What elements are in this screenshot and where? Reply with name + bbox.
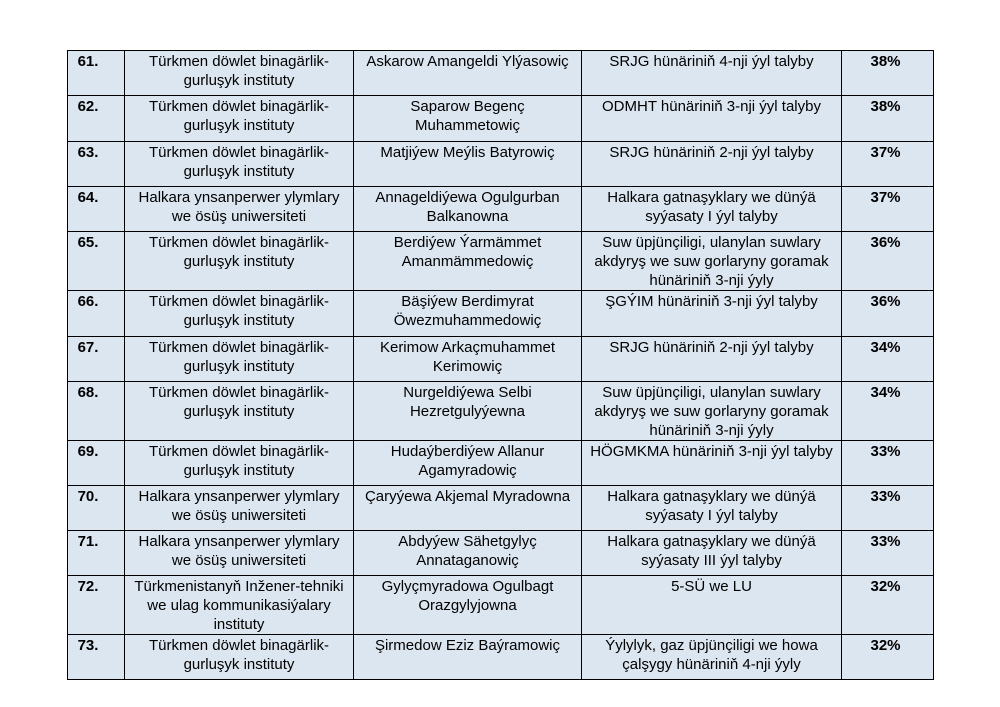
- table-row: [68, 441, 934, 486]
- row-number: 72.: [68, 576, 125, 635]
- row-number: 69.: [68, 441, 125, 486]
- table-row: [68, 635, 934, 680]
- course-cell: Suw üpjünçiligi, ulanylan suwlary akdyryş we suw gorlaryny goramak hünäriniň 3-nji ýyly: [582, 232, 842, 291]
- percent-cell: 38%: [842, 96, 934, 142]
- row-number: 63.: [68, 142, 125, 187]
- institution-cell: Türkmen döwlet binagärlik-gurluşyk instituty: [125, 441, 354, 486]
- student-name-cell: Saparow Begenç Muhammetowiç: [354, 96, 582, 142]
- student-name-cell: Abdyýew Sähetgylyç Annataganowiç: [354, 531, 582, 576]
- course-cell: SRJG hünäriniň 2-nji ýyl talyby: [582, 337, 842, 382]
- course-cell: ŞGÝIM hünäriniň 3-nji ýyl talyby: [582, 291, 842, 337]
- percent-cell: 36%: [842, 232, 934, 291]
- row-number: 65.: [68, 232, 125, 291]
- institution-cell: Türkmen döwlet binagärlik-gurluşyk instituty: [125, 51, 354, 96]
- student-name-cell: Hudaýberdiýew Allanur Agamyradowiç: [354, 441, 582, 486]
- table-row: [68, 51, 934, 96]
- student-name-cell: Annageldiýewa Ogulgurban Balkanowna: [354, 187, 582, 232]
- course-cell: Halkara gatnaşyklary we dünýä syýasaty III ýyl talyby: [582, 531, 842, 576]
- percent-cell: 33%: [842, 441, 934, 486]
- row-number: 73.: [68, 635, 125, 680]
- student-name-cell: Nurgeldiýewa Selbi Hezretgulyýewna: [354, 382, 582, 441]
- course-cell: Halkara gatnaşyklary we dünýä syýasaty I ýyl talyby: [582, 486, 842, 531]
- course-cell: Ýylylyk, gaz üpjünçiligi we howa çalşygy hünäriniň 4-nji ýyly: [582, 635, 842, 680]
- institution-cell: Türkmen döwlet binagärlik-gurluşyk instituty: [125, 142, 354, 187]
- table-row: [68, 486, 934, 531]
- course-cell: ODMHT hünäriniň 3-nji ýyl talyby: [582, 96, 842, 142]
- course-cell: SRJG hünäriniň 4-nji ýyl talyby: [582, 51, 842, 96]
- table-row: [68, 187, 934, 232]
- percent-cell: 32%: [842, 635, 934, 680]
- percent-cell: 32%: [842, 576, 934, 635]
- row-number: 66.: [68, 291, 125, 337]
- student-name-cell: Bäşiýew Berdimyrat Öwezmuhammedowiç: [354, 291, 582, 337]
- student-name-cell: Kerimow Arkaçmuhammet Kerimowiç: [354, 337, 582, 382]
- table-row: [68, 142, 934, 187]
- student-name-cell: Matjiýew Meýlis Batyrowiç: [354, 142, 582, 187]
- table-row: [68, 232, 934, 291]
- row-number: 68.: [68, 382, 125, 441]
- student-name-cell: Çaryýewa Akjemal Myradowna: [354, 486, 582, 531]
- course-cell: Halkara gatnaşyklary we dünýä syýasaty I ýyl talyby: [582, 187, 842, 232]
- institution-cell: Türkmen döwlet binagärlik-gurluşyk instituty: [125, 382, 354, 441]
- row-number: 71.: [68, 531, 125, 576]
- student-name-cell: Gylyçmyradowa Ogulbagt Orazgylyjowna: [354, 576, 582, 635]
- course-cell: SRJG hünäriniň 2-nji ýyl talyby: [582, 142, 842, 187]
- row-number: 61.: [68, 51, 125, 96]
- percent-cell: 34%: [842, 337, 934, 382]
- percent-cell: 36%: [842, 291, 934, 337]
- row-number: 67.: [68, 337, 125, 382]
- table-row: [68, 531, 934, 576]
- course-cell: 5-SÜ we LU: [582, 576, 842, 635]
- percent-cell: 37%: [842, 187, 934, 232]
- institution-cell: Türkmen döwlet binagärlik-gurluşyk instituty: [125, 291, 354, 337]
- student-name-cell: Şirmedow Eziz Baýramowiç: [354, 635, 582, 680]
- results-table: [67, 50, 934, 680]
- student-name-cell: Askarow Amangeldi Ylýasowiç: [354, 51, 582, 96]
- table-row: [68, 96, 934, 142]
- row-number: 64.: [68, 187, 125, 232]
- institution-cell: Türkmen döwlet binagärlik-gurluşyk instituty: [125, 337, 354, 382]
- row-number: 70.: [68, 486, 125, 531]
- institution-cell: Halkara ynsanperwer ylymlary we ösüş uniwersiteti: [125, 486, 354, 531]
- table-row: [68, 576, 934, 635]
- percent-cell: 34%: [842, 382, 934, 441]
- percent-cell: 38%: [842, 51, 934, 96]
- institution-cell: Türkmenistanyň Inžener-tehniki we ulag kommunikasiýalary instituty: [125, 576, 354, 635]
- institution-cell: Türkmen döwlet binagärlik-gurluşyk instituty: [125, 96, 354, 142]
- row-number: 62.: [68, 96, 125, 142]
- institution-cell: Halkara ynsanperwer ylymlary we ösüş uniwersiteti: [125, 187, 354, 232]
- institution-cell: Türkmen döwlet binagärlik-gurluşyk instituty: [125, 232, 354, 291]
- percent-cell: 37%: [842, 142, 934, 187]
- table-row: [68, 291, 934, 337]
- institution-cell: Türkmen döwlet binagärlik-gurluşyk instituty: [125, 635, 354, 680]
- course-cell: Suw üpjünçiligi, ulanylan suwlary akdyryş we suw gorlaryny goramak hünäriniň 3-nji ýyly: [582, 382, 842, 441]
- student-name-cell: Berdiýew Ýarmämmet Amanmämmedowiç: [354, 232, 582, 291]
- table-row: [68, 337, 934, 382]
- percent-cell: 33%: [842, 531, 934, 576]
- percent-cell: 33%: [842, 486, 934, 531]
- table-row: [68, 382, 934, 441]
- institution-cell: Halkara ynsanperwer ylymlary we ösüş uniwersiteti: [125, 531, 354, 576]
- course-cell: HÖGMKMA hünäriniň 3-nji ýyl talyby: [582, 441, 842, 486]
